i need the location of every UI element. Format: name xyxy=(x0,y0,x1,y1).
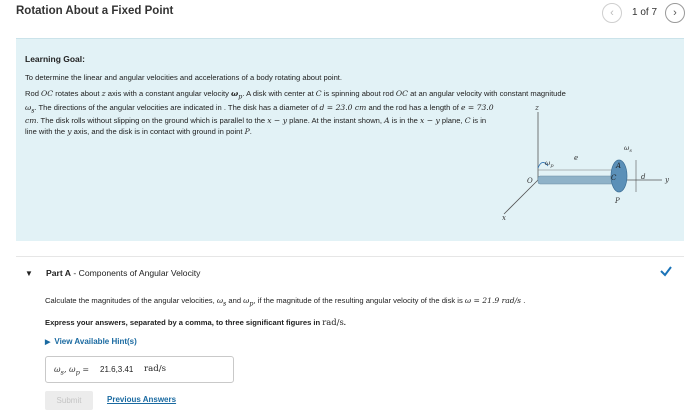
point-p-label: P xyxy=(615,197,620,205)
part-a-title: Part A - Components of Angular Velocity xyxy=(46,268,201,278)
point-c-label: C xyxy=(611,174,617,182)
omega-s-label: $\omega_s$ xyxy=(624,144,632,154)
origin-label: O xyxy=(527,177,533,185)
y-axis-label: y xyxy=(665,176,669,184)
rod-disk-diagram xyxy=(496,102,686,232)
answer-value[interactable]: 21.6,3.41 xyxy=(100,365,134,374)
x-axis xyxy=(504,180,538,214)
problem-statement: Rod OC rotates about z axis with a constant angular velocity $\omega_p$. A disk with center at C is spinning about rod OC at an angular velocity with constant magnitude $\omega_s$. The directions of the angular velocities are indicated in . The disk has a diameter of d = 23.0 cm and the rod has a length of e = 73.0 cm. The disk rolls without slipping on the ground which is parallel to the x − y plane. At the instant shown, A is in the x − y plane, C is in line with the y axis, and the disk is in contact with ground in point P. xyxy=(25,89,566,136)
chevron-right-icon: › xyxy=(673,7,677,19)
x-axis-label: x xyxy=(502,214,506,222)
rod xyxy=(538,176,616,184)
submit-button[interactable]: Submit xyxy=(45,391,93,410)
learning-goal-heading: Learning Goal: xyxy=(25,54,85,64)
checkmark-icon xyxy=(658,263,674,279)
learning-goal-intro: To determine the linear and angular velocities and accelerations of a body rotating about point. xyxy=(25,73,343,82)
answer-instructions: Express your answers, separated by a comma, to three significant figures in rad/s. xyxy=(45,317,346,327)
omega-p-label: $\omega_p$ xyxy=(545,159,554,169)
previous-answers-link[interactable]: Previous Answers xyxy=(107,395,177,404)
e-label: e xyxy=(574,154,579,162)
next-item-button[interactable] xyxy=(665,3,685,23)
page-title: Rotation About a Fixed Point xyxy=(16,5,174,17)
previous-item-button[interactable] xyxy=(602,3,622,23)
part-a-header[interactable] xyxy=(16,257,684,288)
collapse-caret-icon[interactable]: ▼ xyxy=(25,269,33,278)
item-counter: 1 of 7 xyxy=(632,7,658,18)
z-axis-label: z xyxy=(535,104,539,112)
answer-input-box[interactable] xyxy=(45,356,234,383)
chevron-left-icon: ‹ xyxy=(610,7,614,19)
d-label: d xyxy=(641,173,646,181)
answer-unit: rad/s xyxy=(144,364,167,374)
question-text: Calculate the magnitudes of the angular velocities, $\omega_s$ and $\omega_p$, if the magnitude of the resulting angular velocity of the disk is ω = 21.9 rad/s . xyxy=(45,296,526,308)
view-hints-link[interactable]: ▶ View Available Hint(s) xyxy=(45,337,137,346)
top-bar xyxy=(0,0,700,28)
point-a-label: A xyxy=(616,162,622,170)
expand-triangle-icon: ▶ xyxy=(45,339,51,346)
answer-label: $\omega_s$, $\omega_p$ = xyxy=(54,365,90,377)
